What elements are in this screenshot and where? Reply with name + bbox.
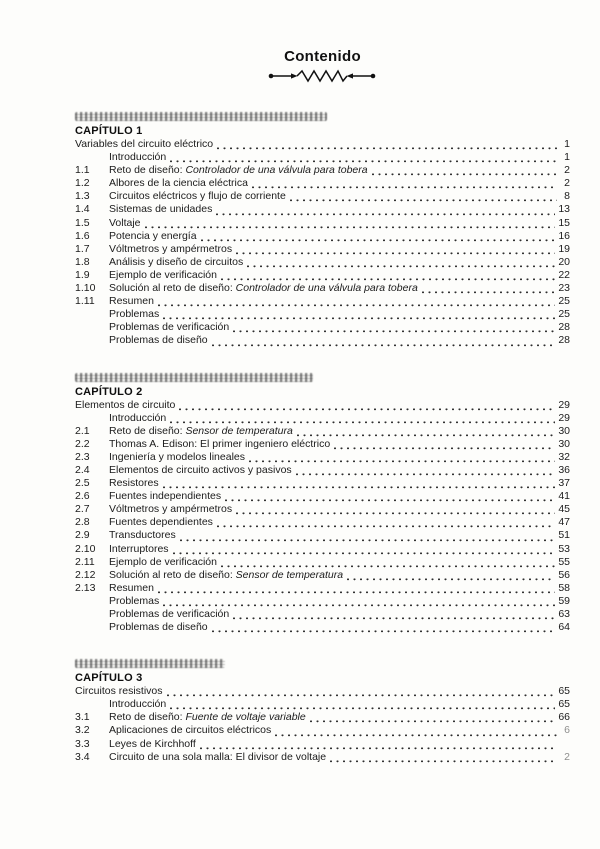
toc-entry (75, 569, 570, 582)
section-number: 1.4 (75, 203, 90, 216)
page-number: 30 (558, 437, 570, 450)
entry-label: Variables del circuito eléctrico (75, 138, 214, 150)
entry-label: Circuitos eléctricos y flujo de corriente (109, 190, 286, 203)
page-number: 55 (558, 555, 570, 568)
dot-leader (252, 184, 557, 189)
entry-label: Reto de diseño: Fuente de voltaje variable (109, 711, 306, 724)
entry-label: Reto de diseño: Sensor de temperatura (109, 424, 293, 437)
page-number: 1 (564, 138, 570, 150)
entry-label: Albores de la ciencia eléctrica (109, 177, 248, 190)
entry-label: Resumen (109, 581, 154, 594)
section-number: 3.4 (75, 750, 90, 763)
entry-label: Vóltmetros y ampérmetros (109, 242, 233, 255)
page-number: 16 (558, 229, 570, 242)
entry-label: Problemas de verificación (109, 321, 230, 334)
page-header (75, 48, 570, 89)
entry-label: Voltaje (109, 216, 141, 229)
toc-entry (75, 724, 570, 737)
dot-leader (170, 158, 557, 163)
resistor-icon (263, 68, 383, 84)
section-number: 1.1 (75, 164, 90, 177)
dot-leader (225, 497, 555, 502)
chapter-ornament (75, 112, 327, 121)
entry-label: Fuentes independientes (109, 490, 222, 503)
toc-entry (75, 477, 570, 490)
toc-entry (75, 256, 570, 269)
section-number: 3.2 (75, 724, 90, 737)
section-number: 3.3 (75, 737, 90, 750)
entry-label: Introducción (109, 411, 167, 424)
dot-leader (217, 145, 557, 150)
page-number: 6 (564, 724, 570, 737)
entry-label: Transductores (109, 529, 176, 542)
entry-label: Problemas (109, 308, 160, 321)
section-number: 2.1 (75, 424, 90, 437)
section-number: 1.2 (75, 177, 90, 190)
dot-leader (334, 445, 555, 450)
section-number: 1.8 (75, 255, 90, 268)
section-number: 2.9 (75, 529, 90, 542)
toc-entry (75, 582, 570, 595)
page-number: 29 (558, 398, 570, 411)
entry-label: Problemas de diseño (109, 621, 208, 634)
entry-label: Vóltmetros y ampérmetros (109, 503, 233, 516)
toc-entry (75, 399, 570, 412)
dot-leader (233, 328, 555, 333)
page-number: 13 (558, 203, 570, 216)
chapter-heading: CAPÍTULO 2 (75, 385, 143, 398)
section-number: 1.3 (75, 190, 90, 203)
entry-label-italic: Sensor de temperatura (235, 568, 344, 581)
dot-leader (170, 705, 555, 710)
resistor-symbol (75, 68, 570, 89)
entry-label: Introducción (109, 698, 167, 711)
page-number: 41 (558, 490, 570, 503)
page-number: 36 (558, 463, 570, 476)
toc-entry (75, 230, 570, 243)
toc-entry (75, 451, 570, 464)
page-number: 20 (558, 255, 570, 268)
toc-entry (75, 334, 570, 347)
entry-label: Ejemplo de verificación (109, 268, 217, 281)
entry-label: Fuentes dependientes (109, 516, 213, 529)
entry-label: Resumen (109, 295, 154, 308)
toc-entry (75, 438, 570, 451)
toc-entry (75, 685, 570, 698)
page-number: 58 (558, 581, 570, 594)
section-number: 2.11 (75, 555, 95, 568)
entry-label: Problemas de verificación (109, 608, 230, 620)
entry-label: Resistores (109, 477, 159, 490)
entry-label: Ejemplo de verificación (109, 555, 217, 568)
toc-entry (75, 151, 570, 164)
toc-entry (75, 321, 570, 334)
section-number: 1.9 (75, 268, 90, 281)
entry-label: Solución al reto de diseño: Controlador de una válvula para tobera (109, 282, 418, 295)
chapter-section (75, 112, 570, 348)
entry-label: Leyes de Kirchhoff (109, 737, 196, 750)
toc-entry (75, 543, 570, 556)
dot-leader (158, 302, 555, 307)
page-number: 19 (558, 242, 570, 255)
page-number: 2 (564, 164, 570, 177)
toc-entry (75, 282, 570, 295)
dot-leader (310, 718, 556, 723)
section-number: 2.8 (75, 516, 90, 529)
section-number: 2.3 (75, 450, 90, 463)
page-number: 51 (558, 529, 570, 542)
dot-leader (170, 419, 555, 424)
entry-label: Thomas A. Edison: El primer ingeniero eléctrico (109, 437, 331, 450)
section-number: 2.10 (75, 542, 96, 555)
page-number: 65 (558, 685, 570, 698)
entry-label: Aplicaciones de circuitos eléctricos (109, 724, 272, 737)
dot-leader (330, 758, 557, 763)
dot-leader (297, 432, 555, 437)
page-number: 8 (564, 190, 570, 203)
dot-leader (236, 510, 555, 515)
page-number: 47 (558, 516, 570, 529)
toc-entry (75, 529, 570, 542)
toc-entry (75, 243, 570, 256)
toc-entry (75, 203, 570, 216)
page-number: 2 (564, 750, 570, 763)
toc-entry (75, 556, 570, 569)
dot-leader (180, 537, 556, 542)
entry-label-italic: Controlador de una válvula para tobera (185, 164, 368, 177)
section-number: 2.4 (75, 463, 90, 476)
entry-label: Ingeniería y modelos lineales (109, 450, 245, 463)
page-number: 23 (558, 282, 570, 295)
toc-entry (75, 138, 570, 151)
page-number: 28 (558, 321, 570, 334)
section-number: 2.5 (75, 477, 90, 490)
chapter-heading: CAPÍTULO 3 (75, 672, 143, 685)
toc-entry (75, 751, 570, 764)
toc-entry (75, 464, 570, 477)
toc-entry (75, 490, 570, 503)
entry-label: Problemas de diseño (109, 334, 208, 347)
section-number: 2.13 (75, 581, 96, 594)
dot-leader (163, 315, 555, 320)
page-number: 25 (558, 295, 570, 308)
entry-label: Análisis y diseño de circuitos (109, 255, 244, 268)
entry-label: Circuito de una sola malla: El divisor de voltaje (109, 750, 327, 763)
page-number: 63 (558, 608, 570, 620)
entry-label: Solución al reto de diseño: Sensor de temperatura (109, 568, 344, 581)
section-number: 1.11 (75, 295, 95, 308)
dot-leader (233, 615, 555, 620)
page-number: 2 (564, 177, 570, 190)
page-number: 30 (558, 424, 570, 437)
dot-leader (236, 250, 555, 255)
toc-entry (75, 412, 570, 425)
toc-entry (75, 595, 570, 608)
page-number: 28 (558, 334, 570, 347)
toc-entry (75, 177, 570, 190)
toc-entry (75, 269, 570, 282)
toc-entry (75, 698, 570, 711)
toc-entry (75, 190, 570, 203)
dot-leader (290, 197, 557, 202)
entry-label: Elementos de circuito activos y pasivos (109, 463, 292, 476)
page-number: 66 (558, 711, 570, 724)
toc-entry (75, 711, 570, 724)
section-number: 1.6 (75, 229, 90, 242)
dot-leader (201, 237, 556, 242)
entry-label: Potencia y energía (109, 229, 197, 242)
toc-entry (75, 516, 570, 529)
chapter-heading: CAPÍTULO 1 (75, 125, 143, 137)
entry-label: Problemas (109, 594, 160, 607)
page-number: 22 (558, 268, 570, 281)
page-number: 32 (558, 450, 570, 463)
toc-entry (75, 308, 570, 321)
dot-leader (217, 523, 555, 528)
section-number: 1.7 (75, 242, 90, 255)
dot-leader (163, 602, 555, 607)
page-title: Contenido (284, 48, 361, 65)
entry-label-italic: Fuente de voltaje variable (185, 711, 306, 724)
page-number: 15 (558, 216, 570, 229)
section-number: 2.6 (75, 490, 90, 503)
section-number: 1.5 (75, 216, 90, 229)
dot-leader (167, 692, 556, 697)
toc-entry (75, 503, 570, 516)
entry-label: Sistemas de unidades (109, 203, 213, 216)
page-number: 64 (558, 621, 570, 634)
dot-leader (249, 458, 555, 463)
dot-leader (212, 342, 556, 347)
page-number: 53 (558, 542, 570, 555)
section-number: 1.10 (75, 282, 96, 295)
dot-leader (158, 589, 555, 594)
toc-entry (75, 608, 570, 621)
chapter-section (75, 373, 570, 635)
chapter-ornament (75, 373, 313, 382)
dot-leader (247, 263, 555, 268)
chapter-ornament (75, 659, 225, 668)
dot-leader (296, 471, 556, 476)
dot-leader (422, 289, 556, 294)
toc-entry (75, 217, 570, 230)
dot-leader (163, 484, 556, 489)
toc-entry (75, 164, 570, 177)
entry-label: Circuitos resistivos (75, 685, 163, 698)
page-number: 56 (558, 568, 570, 581)
section-number: 3.1 (75, 711, 90, 724)
toc-entry (75, 621, 570, 634)
section-number: 2.12 (75, 568, 96, 581)
toc-entry (75, 738, 570, 751)
entry-label: Interruptores (109, 542, 169, 555)
page-number: 29 (558, 411, 570, 424)
dot-leader (200, 745, 557, 750)
toc-entry (75, 295, 570, 308)
chapter-section (75, 659, 570, 764)
chapters (75, 112, 570, 764)
entry-label-italic: Sensor de temperatura (185, 424, 293, 437)
entry-label-italic: Controlador de una válvula para tobera (235, 282, 418, 295)
page-number: 1 (564, 151, 570, 164)
page-number: 25 (558, 308, 570, 321)
page-number: 59 (558, 594, 570, 607)
dot-leader (275, 732, 557, 737)
dot-leader (179, 406, 555, 411)
page-number: 65 (558, 698, 570, 711)
section-number: 2.2 (75, 437, 90, 450)
entry-label: Reto de diseño: Controlador de una válvula para tobera (109, 164, 368, 177)
toc-entry (75, 425, 570, 438)
entry-label: Elementos de circuito (75, 398, 176, 411)
dot-leader (347, 576, 555, 581)
page-number: 37 (558, 477, 570, 490)
dot-leader (221, 563, 555, 568)
section-number: 2.7 (75, 503, 90, 516)
dot-leader (212, 628, 556, 633)
dot-leader (221, 276, 555, 281)
dot-leader (216, 211, 555, 216)
page-number: 45 (558, 503, 570, 516)
dot-leader (173, 550, 556, 555)
entry-label: Introducción (109, 151, 167, 164)
dot-leader (372, 171, 557, 176)
dot-leader (145, 224, 556, 229)
